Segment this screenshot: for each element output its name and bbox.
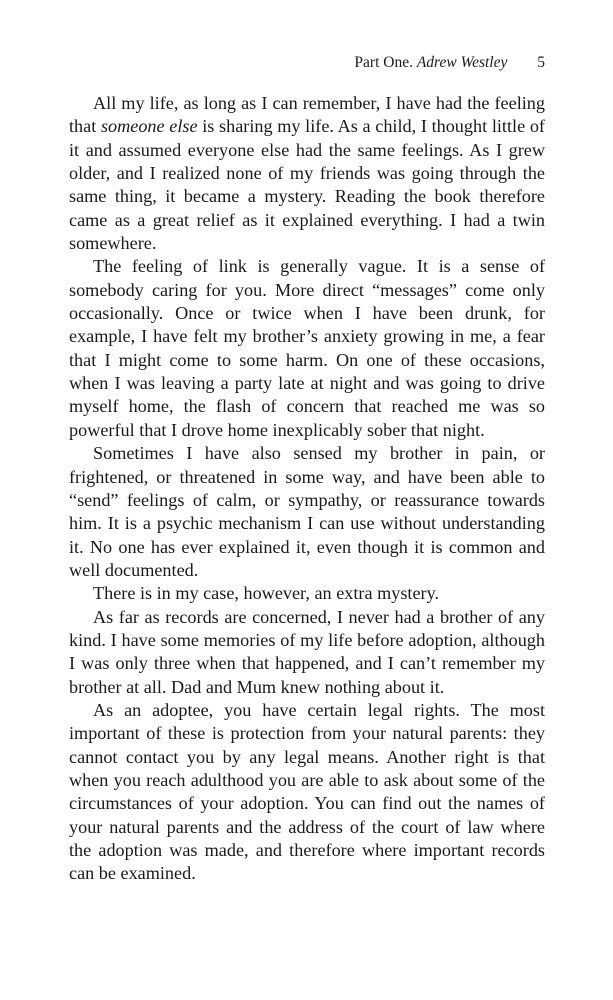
- page-number: 5: [537, 54, 545, 71]
- paragraph: The feeling of link is generally vague. It is a sense of somebody caring for you. More direct “messages” come only occasionally. Once or twice when I have been drunk, for example, I have felt my brother’s anxiety growing in me, a fear that I might come to some harm. On one of these occasions, when I was leaving a party late at night and was going to drive myself home, the flash of concern that reached me was so powerful that I drove home inexplicably sober that night.: [69, 256, 545, 440]
- body-text: [69, 92, 545, 886]
- paragraph: Sometimes I have also sensed my brother in pain, or frightened, or threatened in some way, and have been able to “send” feelings of calm, or sympathy, or reassurance towards him. It is a psychic mechanism I can use without understanding it. No one has ever explained it, even though it is common and well documented.: [69, 443, 545, 580]
- paragraph: There is in my case, however, an extra mystery.: [93, 583, 440, 604]
- running-header: [354, 53, 545, 73]
- paragraph-text: is sharing my life. As a child, I thought little of it and assumed everyone else had the same feelings. As I grew older, and I realized none of my friends was going through the same thing, it became a mystery. Reading the book therefore came as a great relief as it explained everything. I had a twin somewhere.: [69, 116, 545, 254]
- paragraph: As an adoptee, you have certain legal rights. The most important of these is protection from your natural parents: they cannot contact you by any legal means. Another right is that when you reach adulthood you are able to ask about some of the circumstances of your adoption. You can find out the names of your natural parents and the address of the court of law where the adoption was made, and therefore where important records can be examined.: [69, 699, 545, 884]
- paragraph: [69, 92, 545, 255]
- paragraph-text: All my life, as long as I can remember, I have had the feeling that: [69, 93, 545, 137]
- header-chapter-title: Adrew Westley: [416, 54, 508, 71]
- paragraph-emphasis: someone else: [100, 116, 198, 137]
- header-part-label: Part One.: [354, 54, 413, 71]
- paragraph: As far as records are concerned, I never had a brother of any kind. I have some memories of my life before adoption, although I was only three when that happened, and I can’t remember my brother at all. Dad and Mum knew nothing about it.: [69, 606, 545, 697]
